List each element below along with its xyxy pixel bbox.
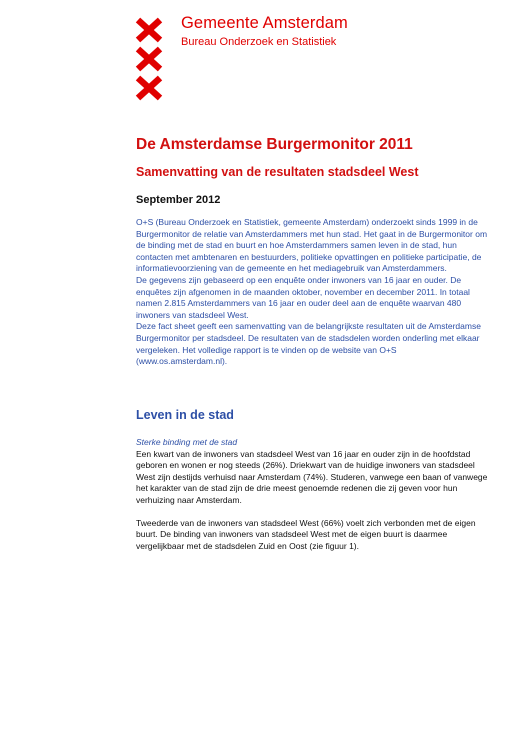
body-paragraph: Een kwart van de inwoners van stadsdeel West van 16 jaar en ouder zijn in de hoofdstad geboren en wonen er nog steeds (26%). Driekwart van de huidige inwoners van stadsdeel West zijn destijds verhuisd naar Amsterdam (74%). Studeren, vanwege een baan of vanwege het karakter van de stad zijn de drie meest genoemde redenen die zij geven voor hun verhuizing naar Amsterdam.	[136, 448, 488, 505]
body-paragraph: Tweederde van de inwoners van stadsdeel West (66%) voelt zich verbonden met de eigen buurt. De binding van inwoners van stadsdeel West met de eigen buurt is daarmee vergelijkbaar met de stadsdelen Zuid en Oost (zie figuur 1).	[136, 517, 476, 551]
intro-text	[136, 217, 490, 368]
document-title: De Amsterdamse Burgermonitor 2011	[136, 136, 413, 153]
intro-paragraph: Deze fact sheet geeft een samenvatting van de belangrijkste resultaten uit de Amsterdamse Burgermonitor per stadsdeel. De resultaten van de stadsdelen worden onderling met elkaar vergeleken. Het volledige rapport is te vinden op de website van O+S (www.os.amsterdam.nl).	[136, 321, 481, 367]
intro-paragraph: De gegevens zijn gebaseerd op een enquête onder inwoners van 16 jaar en ouder. De enquêtes zijn afgenomen in de maanden oktober, november en december 2011. In totaal namen 2.815 Amsterdammers van 16 jaar en ouder deel aan de enquête waarvan 480 inwoners van stadsdeel West.	[136, 274, 470, 320]
department-name: Bureau Onderzoek en Statistiek	[181, 36, 337, 48]
publication-date: September 2012	[136, 194, 221, 206]
organization-block	[181, 14, 348, 48]
intro-paragraph: O+S (Bureau Onderzoek en Statistiek, gemeente Amsterdam) onderzoekt sinds 1999 in de Burgermonitor de relatie van Amsterdammers met hun stad. Het gaat in de Burgermonitor om de binding met de stad en buurt en hoe Amsterdammers samen leven in de stad, hun contacten met ambtenaren en bestuurders, politieke opvattingen en politieke participatie, de informatievoorziening van de gemeente en het mediagebruik van Amsterdammers.	[136, 217, 488, 274]
document-subtitle: Samenvatting van de resultaten stadsdeel West	[136, 165, 419, 179]
section-body	[136, 437, 490, 563]
organization-name: Gemeente Amsterdam	[181, 14, 348, 32]
section-heading: Leven in de stad	[136, 408, 234, 422]
amsterdam-xxx-logo-icon	[134, 16, 164, 102]
section-subheading: Sterke binding met de stad	[136, 437, 238, 447]
